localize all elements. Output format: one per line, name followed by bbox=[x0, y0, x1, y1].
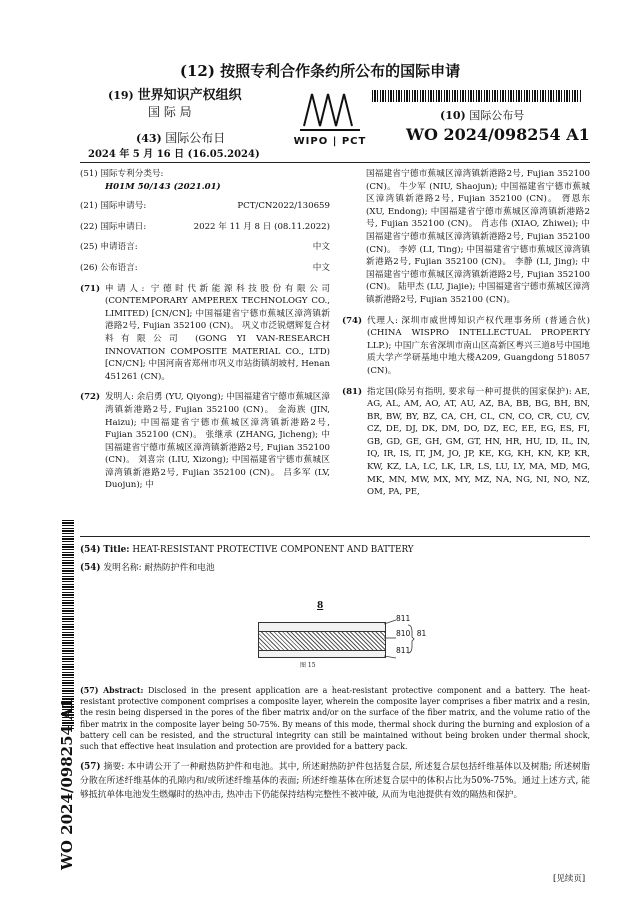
app-no-row bbox=[80, 200, 330, 213]
states-text: 指定国(除另有指明, 要求每一种可提供的国家保护): AE, AG, AL, AM, AO, AT, AU, AZ, BA, BB, BG, BH, BN, BR, BW, BY, BZ, CA, CH, CL, CN, CO, CR, CU, CV, CZ, DE, DJ, DK, DM, DO, DZ, EC, EE, EG, ES, FI, GB, GD, GE, GH, GM, GT, HN, HR, HU, ID, IL, IN, IQ, IR, IS, IT, JM, JO, JP, KE, KG, KH, KN, KP, KR, KW, KZ, LA, LC, LK, LR, LS, LU, LY, MA, MD, MG, MK, MN, MW, MX, MY, MZ, NA, NG, NI, NO, NZ, OM, PA, PE, bbox=[367, 386, 590, 498]
right-column bbox=[342, 168, 590, 502]
app-no-value: PCT/CN2022/130659 bbox=[237, 201, 330, 212]
figure-bottom-layer bbox=[258, 650, 386, 658]
app-no-label: (21) 国际申请号: bbox=[80, 201, 147, 212]
figure-caption: 图 15 bbox=[300, 662, 316, 669]
title-en-line bbox=[80, 544, 590, 556]
title-en: HEAT-RESISTANT PROTECTIVE COMPONENT AND BATTERY bbox=[132, 545, 414, 555]
org-code: (19) bbox=[108, 89, 134, 102]
filing-date-value: 2022 年 11 月 8 日 (08.11.2022) bbox=[193, 221, 330, 232]
agent-text: 代理人: 深圳市威世博知识产权代理事务所 (普通合伙) (CHINA WISPRO INTELLECTUAL PROPERTY LLP.); 中国广东省深圳市南山区高新区粤兴三道8号中国地质大学产学研基地中地大楼A209, Guangdong 518057 (CN)。 bbox=[367, 315, 590, 376]
pub-no-label-line bbox=[440, 108, 524, 124]
wipo-logo bbox=[290, 86, 370, 152]
abstract-en-label: Abstract: bbox=[103, 686, 144, 695]
continued-note: [见续页] bbox=[553, 874, 586, 884]
pub-no: WO 2024/098254 A1 bbox=[406, 125, 590, 144]
label-811-top: 811 bbox=[396, 614, 411, 623]
label-810: 810 bbox=[396, 629, 411, 638]
wipo-emblem-icon bbox=[290, 86, 370, 132]
pub-date-code: (43) bbox=[136, 132, 162, 145]
agent-code: (74) bbox=[342, 315, 363, 326]
abstract-en bbox=[80, 685, 590, 752]
inventor-continued: 国福建省宁德市蕉城区漳湾镇新港路2号, Fujian 352100 (CN)。 牛少军 (NIU, Shaojun); 中国福建省宁德市蕉城区漳湾镇新港路2号, Fujian 352100 (CN)。 胥恩东 (XU, Endong); 中国福建省宁德市蕉城区漳湾镇新港路2号, Fujian 352100 (CN)。 肖志伟 (XIAO, Zhiwei); 中国福建省宁德市蕉城区漳湾镇新港路2号, Fujian 352100 (CN)。 李婷 (LI, Ting); 中国福建省宁德市蕉城区漳湾镇新港路2号, Fujian 352100 (CN)。 李静 (LI, Jing); 中国福建省宁德市蕉城区漳湾镇新港路2号, Fujian 352100 (CN)。 陆甲杰 (LU, Jiajie); 中国福建省宁德市蕉城区漳湾镇新港路2号, Fujian 352100 (CN)。 bbox=[366, 169, 590, 305]
header-divider bbox=[80, 162, 590, 163]
pub-lang-row bbox=[80, 262, 330, 275]
filing-lang-row bbox=[80, 241, 330, 254]
title-zh: 耐热防护件和电池 bbox=[144, 563, 215, 573]
abstract-en-code: (57) bbox=[80, 686, 99, 695]
applicant-block bbox=[80, 283, 330, 384]
states-block bbox=[342, 386, 590, 499]
inventor-text: 发明人: 余启勇 (YU, Qiyong); 中国福建省宁德市蕉城区漳湾镇新港路2号, Fujian 352100 (CN)。 金海族 (JIN, Haizu); 中国福建省宁德市蕉城区漳湾镇新港路2号, Fujian 352100 (CN)。 张继承 (ZHANG, Jicheng); 中国福建省宁德市蕉城区漳湾镇新港路2号, Fujian 352100 (CN)。 刘喜宗 (LIU, Xizong); 中国福建省宁德市蕉城区漳湾镇新港路2号, Fujian 352100 (CN)。 吕多军 (LV, Duojun); 中 bbox=[105, 392, 330, 491]
inventor-block bbox=[80, 391, 330, 492]
abstract-zh-label: 摘要: bbox=[103, 762, 125, 772]
filing-date-label: (22) 国际申请日: bbox=[80, 221, 147, 232]
ipc-value: H01M 50/143 (2021.01) bbox=[105, 181, 221, 192]
ipc-label: (51) 国际专利分类号: bbox=[80, 169, 164, 179]
agent-block bbox=[342, 315, 590, 378]
abstract-zh bbox=[80, 760, 590, 802]
ipc-block bbox=[80, 168, 330, 193]
title-zh-label: 发明名称: bbox=[103, 563, 142, 573]
label-81: 81 bbox=[416, 629, 427, 638]
title-zh-code: (54) bbox=[80, 563, 101, 573]
title-en-label: Title: bbox=[103, 545, 130, 555]
figure-brace bbox=[407, 624, 415, 654]
top-barcode bbox=[372, 90, 582, 102]
states-code: (81) bbox=[342, 386, 363, 397]
left-column bbox=[80, 168, 330, 495]
abstract-zh-code: (57) bbox=[80, 762, 101, 772]
applicant-text: 申请人: 宁德时代新能源科技股份有限公司 (CONTEMPORARY AMPEREX TECHNOLOGY CO., LIMITED) [CN/CN]; 中国福建省宁德市蕉城区漳湾镇新港路2号, Fujian 352100 (CN)。 巩义市泛锐熠辉复合材料有限公司 (GONG YI VAN-RESEARCH INNOVATION COMPOSITE MATERIAL CO., LTD) [CN/CN]; 中国河南省郑州市巩义市站街镇胡坡村, Henan 451261 (CN)。 bbox=[105, 283, 330, 382]
figure-number: 8 bbox=[317, 601, 324, 611]
office-block bbox=[88, 88, 288, 163]
figure-composite-layer bbox=[258, 631, 386, 651]
abstract-zh-text: 本申请公开了一种耐热防护件和电池。其中, 所述耐热防护件包括复合层, 所述复合层包括纤维基体以及树脂; 所述树脂分散在所述纤维基体的孔隙内和/或所述纤维基体的表面; 所述纤维基体在所述复合层中的体积占比为50%-75%。通过上述方式, 能够抵抗单体电池发生燃爆时的热冲击, 热冲击下仍能保持结构完整性不被冲破, 从而为电池提供有效的隔热和保护。 bbox=[80, 762, 591, 800]
pub-date: 2024 年 5 月 16 日 (16.05.2024) bbox=[88, 149, 260, 160]
title-en-code: (54) bbox=[80, 545, 101, 555]
pub-lang-label: (26) 公布语言: bbox=[80, 262, 138, 273]
applicant-code: (71) bbox=[80, 283, 101, 294]
org-sub: 国 际 局 bbox=[148, 105, 192, 119]
org-name: 世界知识产权组织 bbox=[137, 88, 242, 103]
mid-divider bbox=[80, 536, 590, 537]
side-pub-number: WO 2024/098254 A1 bbox=[58, 697, 76, 870]
pub-no-label: 国际公布号 bbox=[469, 109, 525, 122]
filing-date-row bbox=[80, 221, 330, 234]
pub-no-code: (10) bbox=[440, 109, 466, 122]
pub-date-label: 国际公布日 bbox=[165, 131, 226, 145]
abstract-en-text: Disclosed in the present application are a heat-resistant protective component and a battery. The heat-resistant protective component comprises a composite layer, wherein the composite layer comprises a fiber matrix and a resin, the resin being dispersed in the pores of the fiber matrix and/or on the surface of the fiber matrix, and the volume ratio of the fiber matrix in the composite layer being 50-75%. By means of this mode, thermal shock during the burning and explosion of a battery cell can be resisted, and the structural integrity can still be maintained without being broken under thermal shock, such that effective heat insulation and protection are provided for a battery pack. bbox=[80, 686, 591, 752]
filing-lang-label: (25) 申请语言: bbox=[80, 242, 138, 253]
filing-lang-value: 中文 bbox=[312, 242, 330, 253]
label-811-bottom: 811 bbox=[396, 646, 411, 655]
wipo-logo-text: WIPO | PCT bbox=[293, 136, 367, 147]
document-title: (12) 按照专利合作条约所公布的国际申请 bbox=[179, 62, 461, 80]
inventor-code: (72) bbox=[80, 392, 101, 403]
title-zh-line bbox=[80, 562, 590, 574]
pub-lang-value: 中文 bbox=[312, 262, 330, 273]
